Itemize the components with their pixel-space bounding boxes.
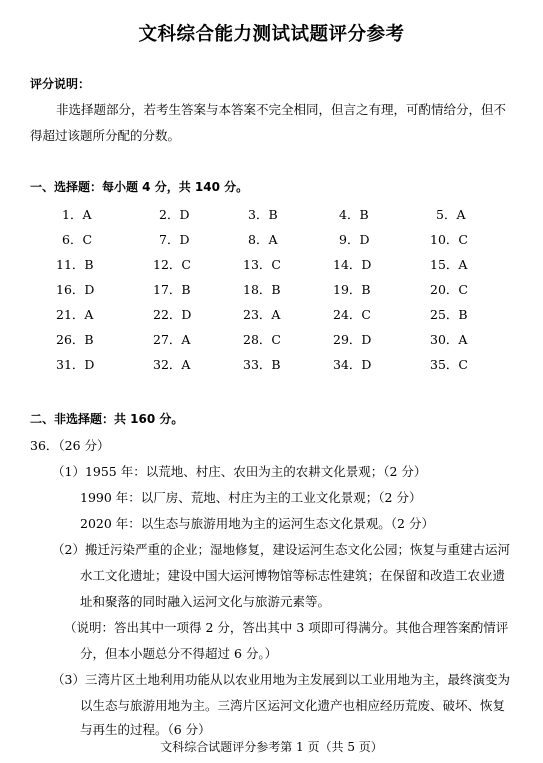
q36-note-line: （说明：答出其中一项得 2 分，答出其中 3 项即可得满分。其他合理答案酌情评 [64, 620, 509, 635]
answer-row [0, 355, 543, 375]
question-36-label: 36．（26 分） [30, 438, 110, 453]
answer-row [0, 205, 543, 225]
answer-item: 8．A [248, 232, 278, 247]
answer-item: 7．D [159, 232, 190, 247]
answer-item: 31．D [56, 357, 95, 372]
scoring-note-line-1: 非选择题部分，若考生答案与本答案不完全相同，但言之有理，可酌情给分，但不 [56, 102, 507, 117]
scoring-note-heading: 评分说明： [30, 77, 91, 91]
answer-item: 10．C [430, 232, 468, 247]
answer-item: 2．D [159, 207, 190, 222]
answer-item: 17．B [153, 282, 191, 297]
answer-item: 26．B [56, 332, 94, 347]
answer-item: 12．C [153, 257, 191, 272]
answer-item: 13．C [243, 257, 281, 272]
answer-row [0, 255, 543, 275]
answer-item: 5．A [436, 207, 466, 222]
answer-item: 34．D [333, 357, 372, 372]
section1-heading: 一、选择题：每小题 4 分，共 140 分。 [30, 180, 249, 194]
q36-part3-line: 以生态与旅游用地为主。三湾片区运河文化遗产也相应经历荒废、破坏、恢复 [80, 698, 506, 713]
answer-item: 32．A [153, 357, 191, 372]
answer-item: 16．D [56, 282, 95, 297]
answer-row [0, 305, 543, 325]
q36-part1-line: （1）1955 年：以荒地、村庄、农田为主的农耕文化景观；（2 分） [52, 464, 427, 479]
scoring-note-line-2: 得超过该题所分配的分数。 [30, 128, 181, 143]
answer-item: 14．D [333, 257, 372, 272]
answer-item: 27．A [153, 332, 191, 347]
q36-part2-line: 址和聚落的同时融入运河文化与旅游元素等。 [80, 594, 331, 609]
answer-item: 20．C [430, 282, 468, 297]
answer-item: 15．A [430, 257, 468, 272]
answer-item: 35．C [430, 357, 468, 372]
answer-item: 21．A [56, 307, 94, 322]
answer-row [0, 330, 543, 350]
answer-item: 28．C [243, 332, 281, 347]
answer-item: 23．A [243, 307, 281, 322]
page-footer: 文科综合试题评分参考第 1 页（共 5 页） [160, 740, 383, 754]
answer-item: 24．C [333, 307, 371, 322]
answer-item: 3．B [248, 207, 278, 222]
answer-item: 30．A [430, 332, 468, 347]
answer-item: 19．B [333, 282, 371, 297]
answer-item: 11．B [56, 257, 94, 272]
page-title: 文科综合能力测试试题评分参考 [138, 24, 405, 45]
q36-part1-line: 2020 年：以生态与旅游用地为主的运河生态文化景观。（2 分） [80, 516, 434, 531]
q36-part2-line: （2）搬迁污染严重的企业；湿地修复，建设运河生态文化公园；恢复与重建古运河 [52, 542, 510, 557]
q36-part2-line: 水工文化遗址；建设中国大运河博物馆等标志性建筑；在保留和改造工农业遗 [80, 568, 506, 583]
q36-part1-line: 1990 年：以厂房、荒地、村庄为主的工业文化景观；（2 分） [80, 490, 422, 505]
answer-item: 1．A [62, 207, 92, 222]
answer-item: 18．B [243, 282, 281, 297]
answer-item: 6．C [62, 232, 93, 247]
answer-item: 4．B [339, 207, 369, 222]
q36-note-line: 分，但本小题总分不得超过 6 分。） [80, 646, 278, 661]
q36-part3-line: 与再生的过程。（6 分） [80, 722, 211, 737]
answer-item: 33．B [243, 357, 281, 372]
answer-item: 22．D [153, 307, 192, 322]
q36-part3-line: （3）三湾片区土地利用功能从以农业用地为主发展到以工业用地为主，最终演变为 [52, 672, 510, 687]
answer-row [0, 280, 543, 300]
answer-item: 25．B [430, 307, 468, 322]
answer-item: 9．D [339, 232, 370, 247]
answer-row [0, 230, 543, 250]
answer-item: 29．D [333, 332, 372, 347]
section2-heading: 二、非选择题：共 160 分。 [30, 412, 184, 426]
